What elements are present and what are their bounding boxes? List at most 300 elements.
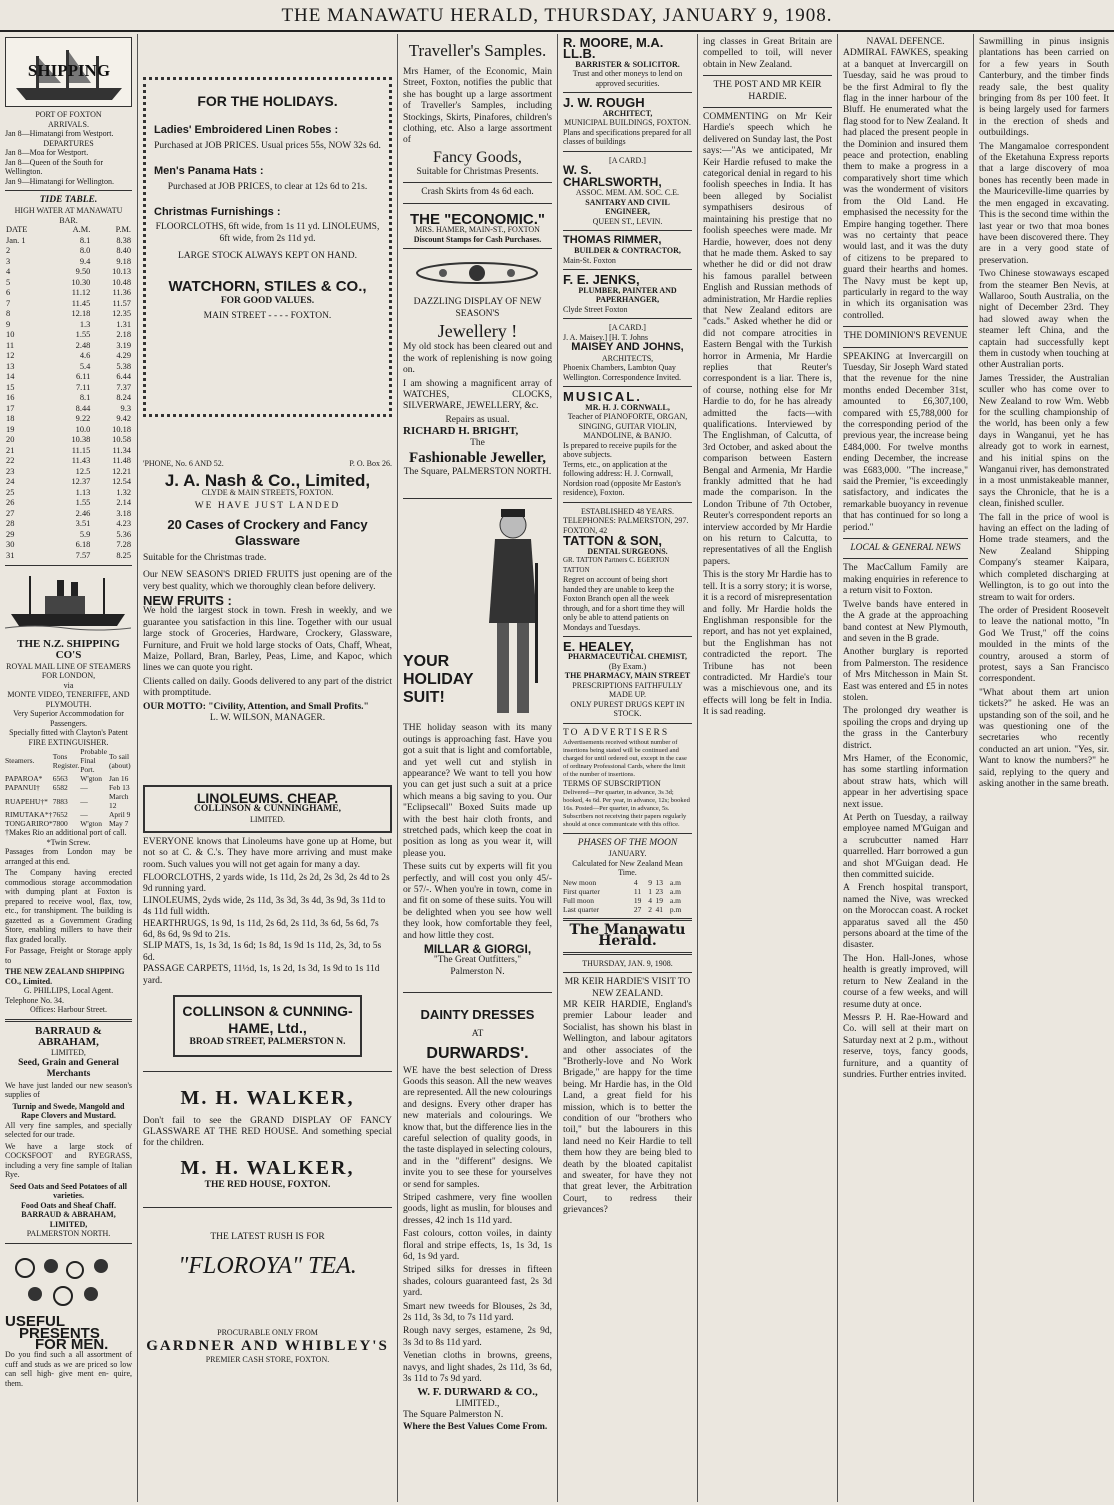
steamer-cell: 7652 [52, 810, 68, 820]
naval-heading: NAVAL DEFENCE. [866, 37, 945, 47]
tide-pm: 5.38 [116, 361, 131, 371]
useful-heading-1: USEFUL [5, 1313, 65, 1331]
sail-col: To sail (about) [108, 751, 131, 770]
visit-heading: MR KEIR HARDIE'S VISIT TO NEW ZEALAND. [564, 977, 691, 999]
naval-body: ADMIRAL FAWKES, speaking at a banquet at Invercargill on Tuesday, said he was proud to be the first Admiral to fly the flag in the inner harbour of the Bluff. He enumerated what the flag stood for to New Zealand. It had placed the present people in the Dominion and insured them peace and protection, enabling them to make a progress in a comparatively short time which was the wonderment of visitors from the Old Land. He emphasised the necessity for the Empire hanging together. There was no certainty that peace would last, and it was the duty of citizens to be prepared to guard their hearths and homes. The Navy must be kept up, particularly in regard to the way in which its organisation was controlled. [843, 48, 968, 321]
bright-the: The [470, 437, 485, 448]
moon-cell: First quarter [563, 886, 600, 896]
tide-pm: 10.48 [112, 277, 131, 287]
tide-row [5, 383, 132, 394]
tide-am: 12.37 [71, 477, 91, 487]
healey-body-2: ONLY PUREST DRUGS KEPT IN STOCK. [570, 699, 685, 719]
port-heading: PORT OF FOXTON [35, 110, 102, 119]
masthead [0, 0, 1114, 32]
tide-am: 1.55 [75, 498, 91, 508]
tide-date: 20 [6, 435, 15, 445]
tide-row [5, 456, 132, 467]
local-item-8: The Hon. Hall-Jones, whose health is greatly improved, will return to New Zealand in the course of a few weeks, and will resume duty at once. [843, 953, 968, 1010]
nz-offices: Offices: Harbour Street. [30, 1005, 107, 1015]
healey-by: (By Exam.) [608, 661, 647, 671]
tide-date: 18 [6, 414, 15, 424]
tide-row [5, 488, 132, 499]
tide-row [5, 330, 132, 341]
departure-line-3: Jan 9—Himatangi for Wellington. [5, 176, 114, 186]
tide-row [5, 267, 132, 278]
arrivals-text: Jan 8—Himatangi from Westport. [5, 129, 114, 138]
post-heading: THE POST AND MR KEIR HARDIE. [713, 80, 822, 102]
tide-col-pm: P.M. [115, 225, 131, 235]
furnishings-text: FLOORCLOTHS, 6ft wide, from 1s 11 yd. LINOLEUMS, 6ft wide, from 2s 11d yd. [155, 222, 380, 244]
post-body-2: This is the story Mr Hardie has to tell. It is a sorry story; it is worse, it is a record of misrepresentation and folly. Mr Hardie holds the Englishman responsible for the report, and has not yet explained, but the Englishman has not contradicted the report. The Tribune has not been contradicted. Mr Hardie's tour was a mischievous one, and its effects will long be felt in India. It is sad reading. [703, 570, 832, 718]
barraud-food: Food Oats and Sheaf Chaff. [21, 1200, 116, 1210]
tide-date: 19 [6, 424, 15, 434]
moon-cell: 9 [648, 877, 653, 887]
advertisers-body: Advertisements received without number of insertions being stated will be continued and charged for until ordered out, except in the case of ordinary Professional Cards, where the limit of the number of insertions. [563, 739, 687, 779]
tide-date: 11 [6, 340, 15, 350]
local-item-7: A French hospital transport, named the Nive, was wrecked on the Moroccan coast. A rocket apparatus saved all the 450 persons aboard at the time of the disaster. [843, 883, 968, 951]
tide-row [5, 498, 132, 509]
economic-heading: THE "ECONOMIC." [409, 210, 546, 228]
linoleum-item-3: HEARTHRUGS, 1s 9d, 1s 11d, 2s 6d, 2s 11d, 3s 6d, 5s 6d, 7s 6d, 8s 6d, 9s 9d to 21s. [143, 918, 379, 941]
tide-row [5, 299, 132, 310]
tide-date: 17 [6, 403, 15, 413]
useful-body: Do you find such a all assortment of cuff and studs as we are priced so low can sell high- give ment en- quire, them. [5, 1350, 132, 1388]
tide-date: 23 [6, 466, 15, 476]
nz-note-passages: Passages from London may be arranged at this end. [5, 847, 132, 866]
bright-address: The Square, PALMERSTON NORTH. [403, 466, 552, 477]
steamer-cell: April 9 [108, 810, 131, 820]
tide-row [5, 404, 132, 415]
tide-am: 8.1 [79, 235, 91, 245]
tatton-names: GR. TATTON Partners C. EGERTON TATTON [563, 556, 670, 574]
general-sawmilling: Sawmilling in pinus insignis plantations has been carried on for a few years in South Canterbury, and the timber finds ready sale, the best quality bringing from 8s per 100 feet. It is being largely used for farmers in the erection of sheds and outbuildings. [979, 37, 1109, 139]
established-text: ESTABLISHED 48 YEARS. [580, 506, 675, 516]
barraud-body-3: We have a large stock of COCKSFOOT and RYEGRASS, including a very fine sample of Italian Rye. [5, 1141, 132, 1180]
steamer-row [5, 783, 132, 792]
barraud-items: Turnip and Swede, Mangold and Rape Clovers and Mustard. [12, 1101, 125, 1121]
local-item-2: Twelve bands have entered in the A grade at the approaching band contest at New Plymouth, and seven in the B grade. [843, 599, 968, 644]
barraud-body: We have just landed our new season's supplies of [5, 1080, 132, 1100]
visit-body: MR KEIR HARDIE, England's premier Labour leader and Socialist, has shown his blast in Wellington, and labour agitators and other associates of the "Brotherly-love and No Work Brigade," are happy for the time being. Mr Hardie has, in the Old Land, a great field for his mission, which is to better the condition of our "brothers who toil," but the labourers in this land need no Keir Hardie to tell them how they are being bled to death by the bloated capitalist and sweater, for have they not that great lever, the Arbitration Court, to redress their grievances? [563, 999, 692, 1216]
moon-cell: Last quarter [563, 904, 600, 914]
healey-body: PRESCRIPTIONS FAITHFULLY MADE UP. [572, 680, 683, 700]
nz-shipping-ports: MONTE VIDEO, TENERIFFE, AND PLYMOUTH. [7, 690, 130, 709]
tide-am: 4.6 [79, 351, 91, 361]
moon-cell: 41 [655, 904, 663, 914]
moon-cell: a.m [669, 895, 681, 905]
departures-heading: DEPARTURES [43, 138, 94, 148]
tide-am: 3.51 [75, 519, 91, 529]
rough-sub: ARCHITECT, [602, 108, 653, 118]
moon-cell: a.m [669, 877, 681, 887]
tide-pm: 1.32 [116, 487, 131, 497]
tide-am: 1.13 [75, 487, 91, 497]
collinson-heading: COLLINSON & CUNNING-HAME, Ltd., [182, 1003, 353, 1037]
tide-date: 9 [6, 319, 11, 329]
tide-am: 11.12 [71, 288, 91, 298]
healey-address: THE PHARMACY, MAIN STREET [564, 671, 691, 681]
walker-body: Don't fail to see the GRAND DISPLAY OF FANCY GLASSWARE AT THE RED HOUSE. And something special for the children. [143, 1115, 392, 1149]
cornwall-name: MR. H. J. CORNWALL, [585, 402, 670, 412]
moon-cell: 11 [633, 886, 642, 896]
rough-body: Plans and specifications prepared for all classes of buildings [563, 127, 692, 147]
steamer-cell: — [80, 810, 88, 820]
tide-date: 4 [6, 267, 11, 277]
gardner-heading: GARDNER AND WHIBLEY'S [146, 1338, 389, 1355]
moon-cell: 27 [633, 904, 642, 914]
tide-row [5, 288, 132, 299]
moon-cell: a.m [669, 886, 681, 896]
tide-date: 28 [6, 519, 15, 529]
steamer-cell: TONGARIRO* [5, 819, 53, 829]
linoleum-item-4: SLIP MATS, 1s, 1s 3d, 1s 6d; 1s 8d, 1s 9d 1s 11d, 2s, 3d, to 5s 6d. [143, 941, 382, 963]
tide-date: 22 [6, 456, 15, 466]
moon-cell: p.m [669, 904, 682, 914]
tide-row [5, 540, 132, 551]
barraud-town: PALMERSTON NORTH. [26, 1229, 111, 1239]
musical-heading: MUSICAL. [563, 389, 642, 405]
tide-pm: 3.19 [116, 340, 131, 350]
telephones-text: TELEPHONES: PALMERSTON, 297. FOXTON, 42 [563, 516, 689, 535]
jewellery-body-1: My old stock has been cleared out and the work of replenishing is now going on. [403, 342, 552, 376]
subscription-body: Delivered—Per quarter, in advance, 3s 3d; booked, 4s 6d. Per year, in advance, 12s; booked 16s. Posted—Per quarter, in advance, 5s. [563, 788, 690, 812]
rough-heading: J. W. ROUGH [563, 95, 645, 111]
durward-item-3: Striped silks for dresses in fifteen shades, colours guaranteed fast, 2s 3d yard. [403, 1265, 552, 1299]
general-wool: The fall in the price of wool is having an effect on the lading of Home trade steamers, and the New Zealand Shipping Company's steamer Kaipara, which completed discharging at Wellington, is to go out into the stream to wait for orders. [979, 512, 1109, 603]
nz-freight: For Passage, Freight or Storage apply to [5, 946, 132, 965]
local-item-6: At Perth on Tuesday, a railway employee named M'Guigan and a scrubcutter named Harr quarrelled. Harr borrowed a gun and shot M'Guigan dead. He then committed suicide. [843, 813, 968, 881]
premier-store: PREMIER CASH STORE, FOXTON. [205, 1355, 330, 1365]
tide-pm: 1.31 [116, 319, 131, 329]
durward-address: The Square Palmerston N. [403, 1410, 504, 1421]
steamer-row [5, 810, 132, 819]
ship-icon [6, 38, 132, 106]
steamer-cell: W'gton [80, 774, 102, 784]
moon-cell: 4 [633, 877, 638, 887]
tide-pm: 12.35 [112, 309, 131, 319]
tide-pm: 10.18 [112, 424, 131, 434]
tide-date: 16 [6, 393, 15, 403]
tide-am: 5.4 [79, 361, 91, 371]
maisey-heading: MAISEY AND JOHNS, [571, 341, 684, 354]
rush-text: THE LATEST RUSH IS FOR [210, 1232, 325, 1243]
tide-am: 10.38 [71, 435, 91, 445]
tide-date: 24 [6, 477, 15, 487]
steamer-cell: Feb 13 [108, 783, 130, 793]
steamer-cell: — [80, 796, 88, 806]
procurable-text: PROCURABLE ONLY FROM [217, 1327, 318, 1337]
crash-skirts: Crash Skirts from 4s 6d each. [421, 187, 534, 198]
tide-row [5, 257, 132, 268]
millar-heading: MILLAR & GIORGI, [423, 942, 532, 957]
nz-shipping-via: via [63, 680, 74, 690]
tide-am: 7.11 [75, 382, 91, 392]
herald-date: THURSDAY, JAN. 9, 1908. [582, 958, 673, 968]
tide-am: 10.0 [75, 424, 91, 434]
fancy-goods-text: Suitable for Christmas Presents. [416, 166, 539, 177]
tide-date: 29 [6, 529, 15, 539]
walker-address: THE RED HOUSE, FOXTON. [204, 1179, 331, 1190]
tide-pm: 10.13 [112, 267, 131, 277]
traveller-heading: Traveller's Samples. [408, 41, 547, 60]
moon-cell: 23 [655, 886, 663, 896]
tide-am: 10.30 [71, 277, 91, 287]
durward-item-5: Rough navy serges, estamene, 2s 9d, 3s 3d to 8s 11d yard. [403, 1326, 552, 1348]
tide-row [5, 446, 132, 457]
durward-body: WE have the best selection of Dress Goods this season. All the new weaves are represented. All the new colourings and designs. Every other draper has new materials and colourings. We know that, but the difference lies in the careful selection of quality goods, in the taste displayed in selecting colours, and in the "different" designs. We invite you to see these for yourselves or send for samples. [403, 1065, 552, 1190]
tide-row [5, 362, 132, 373]
tide-am: 1.55 [75, 330, 91, 340]
tide-date: 2 [6, 246, 11, 256]
tide-row [5, 320, 132, 331]
durward-tag: Where the Best Values Come From. [403, 1421, 548, 1432]
rimmer-sub: BUILDER & CONTRACTOR, [574, 246, 681, 256]
tide-date: 7 [6, 298, 11, 308]
barraud-sign: BARRAUD & ABRAHAM, LIMITED, [21, 1210, 116, 1229]
durward-heading: DURWARDS'. [426, 1045, 529, 1063]
tide-date: 26 [6, 498, 15, 508]
fancy-goods-heading: Fancy Goods, [433, 148, 522, 166]
tide-heading: TIDE TABLE. [39, 195, 98, 205]
discount-stamps: Discount Stamps for Cash Purchases. [413, 234, 542, 244]
durward-item-1: Striped cashmere, very fine woollen goods, light as muslin, for blouses and dresses, 42 inch 1s 11d yard. [403, 1192, 552, 1226]
cufflinks-illustration [5, 1248, 131, 1312]
charlsworth-sub-3: QUEEN ST., LEVIN. [592, 216, 663, 226]
panama-text: Purchased at JOB PRICES, to clear at 12s 6d to 21s. [167, 181, 368, 192]
walker-heading: M. H. WALKER, [180, 1086, 355, 1109]
barraud-limited: LIMITED, [51, 1048, 86, 1058]
tide-pm: 4.29 [116, 351, 131, 361]
linoleum-body: EVERYONE knows that Linoleums have gone up at Home, but not so at C. & C.'s. They have more arriving and must make room. Such values you will not get again for many a day. [143, 836, 392, 870]
general-stowaways: Two Chinese stowaways escaped from the steamer Ben Nevis, at Wallaroo, South Australia, on the night of December 23rd. They had slowed away when the steamer left China, and the captain had successfully kept them in custody when touching at other Australian ports. [979, 269, 1109, 371]
linen-robes-heading: Ladies' Embroidered Linen Robes : [154, 124, 339, 137]
tide-pm: 8.40 [116, 246, 131, 256]
nash-manager: L. W. WILSON, MANAGER. [209, 713, 326, 724]
rimmer-address: Main-St. Foxton [563, 255, 616, 265]
tide-date: 6 [6, 288, 11, 298]
tide-row [5, 309, 132, 320]
nash-cases: 20 Cases of Crockery and Fancy Glassware [167, 516, 368, 548]
tide-pm: 7.28 [116, 540, 131, 550]
nz-telephone: Telephone No. 34. [5, 995, 64, 1005]
large-stock: LARGE STOCK ALWAYS KEPT ON HAND. [177, 251, 358, 262]
jenks-sub: PLUMBER, PAINTER AND PAPERHANGER, [578, 285, 677, 305]
tide-row [5, 351, 132, 362]
holiday-body-2: These suits cut by experts will fit you perfectly, and will cost you only 45/- or 57/-. When you're in town, come in and fit on some of these suits. You will be delighted when you see how well they look, how comfortable they feel, and how little they cost. [403, 862, 552, 941]
tide-pm: 9.42 [116, 414, 131, 424]
tide-row [5, 530, 132, 541]
traveller-body: Mrs Hamer, of the Economic, Main Street, Foxton, notifies the public that she has bought up a large assortment of Traveller's Samples, including Stockings, Skirts, Pinafores, children's clothing, etc. Also a large assortment of [403, 67, 552, 146]
editorial-ing: ing classes in Great Britain are compelled to toil, will never obtain in New Zealand. [703, 37, 832, 70]
tide-pm: 4.23 [116, 519, 131, 529]
tide-am: 11.15 [71, 445, 91, 455]
tide-row [5, 425, 132, 436]
tide-am: 12.5 [75, 466, 91, 476]
bright-fashionable: Fashionable Jeweller, [409, 449, 546, 466]
nash-address: CLYDE & MAIN STREETS, FOXTON. [201, 487, 334, 497]
steamer-cell: PAPAROA* [5, 774, 43, 784]
tide-pm: 6.44 [116, 372, 131, 382]
tide-row [5, 246, 132, 257]
tide-date: 14 [6, 372, 15, 382]
moore-sub: BARRISTER & SOLICITOR. [575, 59, 680, 69]
tide-pm: 7.37 [116, 382, 131, 392]
nz-steamers-table [5, 747, 132, 828]
steamers-col: Steamers. [5, 756, 35, 766]
tide-am: 7.57 [75, 550, 91, 560]
nz-shipping-sub: ROYAL MAIL LINE OF STEAMERS FOR LONDON, [6, 661, 131, 681]
moon-row [563, 878, 692, 887]
moon-cell: 2 [648, 904, 653, 914]
nz-shipping-accommodation: Very Superior Accommodation for Passengers. [13, 709, 124, 728]
tide-am: 9.50 [75, 267, 91, 277]
linoleum-item-2: LINOLEUMS, 2yds wide, 2s 11d, 3s 3d, 3s 4d, 3s 9d, 3s 11d to 4s 11d full width. [143, 895, 386, 918]
nz-note-twin: *Twin Screw. [46, 837, 91, 847]
tide-date: 30 [6, 540, 15, 550]
tide-row [5, 393, 132, 404]
tide-pm: 12.54 [112, 477, 131, 487]
moon-cell: 19 [633, 895, 642, 905]
tide-col-am: A.M. [72, 225, 91, 235]
durward-item-2: Fast colours, cotton voiles, in dainty floral and stripe effects, 1s, 1s 3d, 1s 6d, 1s 9d yard. [403, 1229, 552, 1262]
moon-heading: PHASES OF THE MOON [577, 837, 678, 848]
linoleum-item-1: FLOORCLOTHS, 2 yards wide, 1s 11d, 2s 2d, 2s 3d, 2s 4d to 2s 9d running yard. [143, 873, 390, 895]
departure-line-2: Jan 8—Queen of the South for Wellington. [5, 157, 103, 176]
nz-shipping-heading: THE N.Z. SHIPPING CO'S [17, 637, 120, 662]
tide-pm: 11.57 [112, 298, 131, 308]
column-shipping [0, 34, 138, 1502]
tide-am: 1.3 [79, 319, 91, 329]
subscription-heading: TERMS OF SUBSCRIPTION [563, 779, 661, 789]
tatton-heading: TATTON & SON, [563, 533, 662, 549]
tide-col-date: DATE [6, 225, 28, 235]
jenks-heading: F. E. JENKS, [563, 272, 640, 288]
shipping-logo-text: SHIPPING [27, 61, 111, 80]
local-heading: LOCAL & GENERAL NEWS [850, 543, 961, 554]
nz-agent: G. PHILLIPS, Local Agent. [23, 986, 114, 996]
tide-am: 11.45 [71, 298, 91, 308]
port-col: Probable Final Port. [80, 747, 107, 775]
steamer-cell: 7800 [52, 819, 68, 829]
tide-am: 5.9 [79, 529, 91, 539]
linoleum-company: COLLINSON & CUNNINGHAME, [194, 803, 341, 814]
masthead-title: THE MANAWATU HERALD, THURSDAY, JANUARY 9, 1908. [281, 5, 833, 26]
maisey-sub: ARCHITECTS, [601, 353, 654, 363]
moon-cell: Full moon [563, 895, 595, 905]
tide-row [5, 236, 132, 247]
tide-row [5, 467, 132, 478]
local-item-9: Messrs P. H. Rae-Howard and Co. will sell at their mart on Saturday next at 2 p.m., without reserve, toys, fancy goods, furniture, and a quantity of sundries. Further entries invited. [843, 1012, 968, 1080]
moore-heading: R. MOORE, M.A. LL.B. [563, 35, 664, 62]
subscription-note: Subscribers not receiving their papers regularly should at once communicate with this office. [563, 812, 687, 828]
steamer-row [5, 792, 132, 810]
tide-row [5, 519, 132, 530]
healey-sub: PHARMACEUTICAL CHEMIST, [568, 652, 687, 662]
dazzling-text: DAZZLING DISPLAY OF NEW SEASON'S [413, 297, 542, 319]
charlsworth-sub: ASSOC. MEM. AM. SOC. C.E. [575, 188, 680, 198]
useful-heading-2: PRESENTS [19, 1324, 100, 1342]
tide-date: 5 [6, 277, 11, 287]
tide-am: 11.43 [71, 456, 91, 466]
steamer-cell: RUAPEHU†* [5, 796, 48, 806]
tide-am: 6.11 [75, 372, 91, 382]
nz-shipping-fire: Specially fitted with Clayton's Patent FIRE EXTINGUISHER. [9, 728, 128, 747]
tide-table [5, 225, 132, 561]
general-tickets: "What about them art union tickets?" he asked. He was an upstanding son of the soil, and he was questioning one of the secretaries who recently conducted an art union. "Yes, sir. Want to know the numbers?" he said, replying to the query and asking another in the same breath. [979, 687, 1109, 789]
steamer-illustration [5, 570, 131, 634]
herald-title: The Manawatu Herald. [569, 921, 686, 950]
card-label: [A CARD.] [609, 155, 646, 165]
linoleum-ad [143, 785, 392, 833]
steamer-row [5, 819, 132, 828]
tatton-sub: DENTAL SURGEONS. [587, 546, 668, 556]
steamer-cell: 6582 [52, 783, 68, 793]
tide-pm: 8.24 [116, 393, 131, 403]
cornwall-sub: Teacher of PIANOFORTE, ORGAN, SINGING, GUITAR VIOLIN, MANDOLINE, & BANJO. [567, 412, 688, 441]
tide-row [5, 551, 132, 562]
steamer-cell: 6563 [52, 774, 68, 784]
tide-am: 8.44 [75, 403, 91, 413]
tide-am: 6.18 [75, 540, 91, 550]
nz-note-rio: †Makes Rio an additional port of call. [5, 828, 127, 838]
tide-date: 12 [6, 351, 15, 361]
tide-am: 12.18 [71, 309, 91, 319]
nz-sign: THE NEW ZEALAND SHIPPING CO., Limited. [5, 967, 125, 986]
durward-item-4: Smart new tweeds for Blouses, 2s 3d, 2s 11d, 3s 3d, to 7s 11d yard. [403, 1301, 552, 1324]
maisey-body: Phoenix Chambers, Lambton Quay Wellington. Correspondence Invited. [563, 363, 681, 382]
tide-row [5, 278, 132, 289]
jewellery-body-2: I am showing a magnificent array of WATCHES, CLOCKS, SILVERWARE, JEWELLERY, &c. [403, 378, 552, 412]
moon-cell: 4 [648, 895, 653, 905]
dainty-at: AT [471, 1028, 484, 1039]
revenue-heading: THE DOMINION'S REVENUE [843, 331, 968, 342]
millar-town: Palmerston N. [450, 966, 505, 977]
nash-xmas: Suitable for the Christmas trade. [143, 552, 267, 563]
floroya-heading: "FLOROYA" TEA. [178, 1252, 357, 1279]
tide-row [5, 509, 132, 520]
tide-pm: 3.18 [116, 508, 131, 518]
card-label-2: [A CARD.] [609, 323, 646, 333]
walker-heading-2: M. H. WALKER, [180, 1156, 355, 1179]
local-item-5: Mrs Hamer, of the Economic, has some startling information about straw hats, which will appear in her advertising space next issue. [843, 753, 968, 810]
economic-address: MRS. HAMER, MAIN-ST., FOXTON [415, 225, 540, 235]
tide-am: 8.1 [79, 393, 91, 403]
tide-date: 13 [6, 361, 15, 371]
tide-date: Jan. 1 [6, 235, 26, 245]
nash-fruits: Our NEW SEASON'S DRIED FRUITS just opening are of the very best quality, which we thoroughly clean before delivery. [143, 570, 392, 592]
tide-row [5, 435, 132, 446]
bright-heading: RICHARD H. BRIGHT, [403, 425, 519, 438]
panama-heading: Men's Panama Hats : [154, 165, 264, 178]
tide-row [5, 477, 132, 488]
useful-heading-3: FOR MEN. [35, 1335, 109, 1353]
tide-pm: 11.36 [112, 288, 131, 298]
holidays-heading: FOR THE HOLIDAYS. [197, 93, 338, 109]
tide-pm: 2.18 [116, 330, 131, 340]
tide-pm: 11.48 [112, 456, 131, 466]
steamer-cell: PAPANUI† [5, 783, 40, 793]
jewellery-heading: Jewellery ! [437, 321, 518, 342]
jewellery-ornament [403, 253, 551, 293]
rough-sub-2: MUNICIPAL BUILDINGS, FOXTON. [564, 118, 691, 128]
tide-am: 2.48 [75, 340, 91, 350]
local-item-1: The MacCallum Family are making enquiries in reference to a return visit to Foxton. [843, 563, 968, 597]
tatton-body: Regret on account of being short handed they are unable to keep the Foxton Branch open all the week through, and for a short time they will only be able to attend patients on Mondays and Tuesdays. [563, 575, 685, 632]
durward-item-6: Venetian cloths in browns, greens, navys, and light shades, 2s 11d, 3s 6d, 3s 11d to 7s 9d yard. [403, 1351, 552, 1385]
linoleum-heading: LINOLEUMS. CHEAP. [196, 789, 339, 806]
moon-row [563, 887, 692, 896]
moon-row [563, 896, 692, 905]
